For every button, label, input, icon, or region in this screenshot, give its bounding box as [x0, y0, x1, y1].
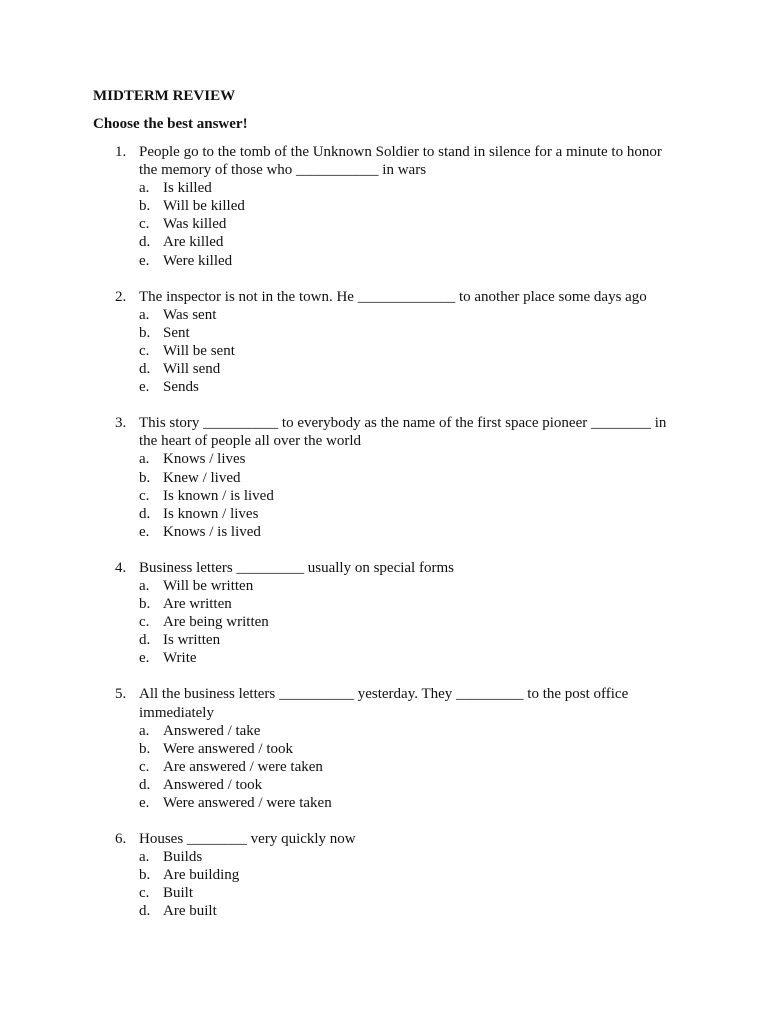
option-text: Will be written	[163, 577, 254, 594]
answer-option	[93, 740, 693, 758]
question-number: 3.	[115, 415, 127, 432]
option-letter: c.	[139, 614, 150, 631]
option-text: Are built	[163, 903, 217, 920]
option-text: Knew / lived	[163, 469, 241, 486]
option-text: Is killed	[163, 180, 212, 197]
option-letter: e.	[139, 795, 150, 811]
option-text: Answered / took	[163, 776, 263, 793]
option-letter: b.	[139, 867, 151, 884]
answer-option	[93, 306, 693, 324]
option-text: Will be killed	[163, 198, 245, 215]
option-text: Will be sent	[163, 342, 235, 359]
option-letter: a.	[139, 451, 150, 468]
answer-options	[93, 722, 693, 812]
document-title: MIDTERM REVIEW	[93, 88, 236, 104]
answer-option	[93, 866, 693, 884]
option-letter: e.	[139, 379, 150, 396]
answer-option	[93, 848, 693, 866]
answer-option	[93, 487, 693, 505]
answer-option	[93, 595, 693, 613]
option-letter: c.	[139, 758, 150, 775]
option-letter: c.	[139, 216, 150, 233]
option-letter: d.	[139, 776, 151, 793]
answer-option	[93, 577, 693, 595]
answer-option	[93, 197, 693, 215]
answer-option	[93, 469, 693, 487]
option-letter: b.	[139, 596, 151, 613]
answer-option	[93, 505, 693, 523]
option-text: Knows / is lived	[163, 523, 261, 540]
answer-option	[93, 233, 693, 251]
option-text: Answered / take	[163, 722, 261, 739]
option-letter: a.	[139, 577, 150, 594]
option-text: Is known / is lived	[163, 487, 274, 504]
option-text: Were answered / took	[163, 740, 293, 757]
answer-options	[93, 179, 693, 269]
option-letter: b.	[139, 740, 151, 757]
option-text: Are answered / were taken	[163, 758, 323, 775]
answer-option	[93, 360, 693, 378]
option-text: Sends	[163, 379, 199, 396]
question-text: People go to the tomb of the Unknown Soldier to stand in silence for a minute to honor the memory of those who ___________ in wars	[139, 144, 662, 179]
option-text: Were answered / were taken	[163, 795, 332, 811]
question-text: Business letters _________ usually on special forms	[139, 559, 454, 576]
answer-option	[93, 631, 693, 649]
answer-option	[93, 179, 693, 197]
answer-options	[93, 577, 693, 667]
answer-option	[93, 722, 693, 740]
answer-options	[93, 450, 693, 540]
option-text: Was sent	[163, 306, 217, 323]
option-text: Is known / lives	[163, 505, 259, 522]
answer-option	[93, 758, 693, 776]
option-text: Write	[163, 650, 197, 667]
question-item	[93, 559, 693, 668]
question-item	[93, 685, 693, 812]
option-letter: a.	[139, 180, 150, 197]
question-number: 4.	[115, 559, 127, 576]
option-letter: a.	[139, 849, 150, 866]
answer-option	[93, 450, 693, 468]
answer-option	[93, 794, 693, 812]
question-text: The inspector is not in the town. He _____________ to another place some days ago	[139, 288, 647, 305]
option-letter: d.	[139, 903, 151, 920]
option-text: Builds	[163, 849, 203, 866]
option-letter: a.	[139, 306, 150, 323]
option-text: Are killed	[163, 234, 224, 251]
option-text: Are written	[163, 596, 232, 613]
option-text: Was killed	[163, 216, 227, 233]
option-text: Were killed	[163, 252, 233, 269]
question-list	[93, 143, 693, 921]
question-item	[93, 143, 693, 270]
question-number: 1.	[115, 144, 127, 160]
answer-option	[93, 902, 693, 920]
option-letter: e.	[139, 252, 150, 269]
answer-option	[93, 378, 693, 396]
question-number: 5.	[115, 686, 127, 703]
answer-option	[93, 324, 693, 342]
answer-option	[93, 884, 693, 902]
question-number: 6.	[115, 831, 127, 848]
answer-option	[93, 215, 693, 233]
question-item	[93, 288, 693, 397]
option-letter: d.	[139, 361, 151, 378]
answer-option	[93, 523, 693, 541]
answer-option	[93, 252, 693, 270]
answer-option	[93, 613, 693, 631]
option-text: Are building	[163, 867, 240, 884]
answer-option	[93, 649, 693, 667]
option-text: Knows / lives	[163, 451, 246, 468]
option-letter: e.	[139, 650, 150, 667]
answer-options	[93, 848, 693, 920]
option-text: Are being written	[163, 614, 269, 631]
option-letter: c.	[139, 487, 150, 504]
option-letter: c.	[139, 342, 150, 359]
answer-option	[93, 776, 693, 794]
question-text: All the business letters __________ yesterday. They _________ to the post office immediately	[139, 686, 629, 721]
option-text: Sent	[163, 324, 190, 341]
instructions-text: Choose the best answer!	[93, 116, 248, 132]
question-item	[93, 414, 693, 541]
document-page	[93, 87, 693, 939]
option-text: Built	[163, 885, 194, 902]
option-text: Will send	[163, 361, 221, 378]
option-letter: c.	[139, 885, 150, 902]
answer-option	[93, 342, 693, 360]
option-letter: d.	[139, 505, 151, 522]
option-letter: d.	[139, 632, 151, 649]
option-text: Is written	[163, 632, 221, 649]
question-item	[93, 830, 693, 920]
answer-options	[93, 306, 693, 396]
option-letter: a.	[139, 722, 150, 739]
option-letter: d.	[139, 234, 151, 251]
question-text: This story __________ to everybody as the name of the first space pioneer ________ in the heart of people all over the world	[139, 415, 667, 450]
option-letter: b.	[139, 324, 151, 341]
question-number: 2.	[115, 288, 127, 305]
option-letter: b.	[139, 469, 151, 486]
option-letter: b.	[139, 198, 151, 215]
question-text: Houses ________ very quickly now	[139, 831, 356, 848]
option-letter: e.	[139, 523, 150, 540]
